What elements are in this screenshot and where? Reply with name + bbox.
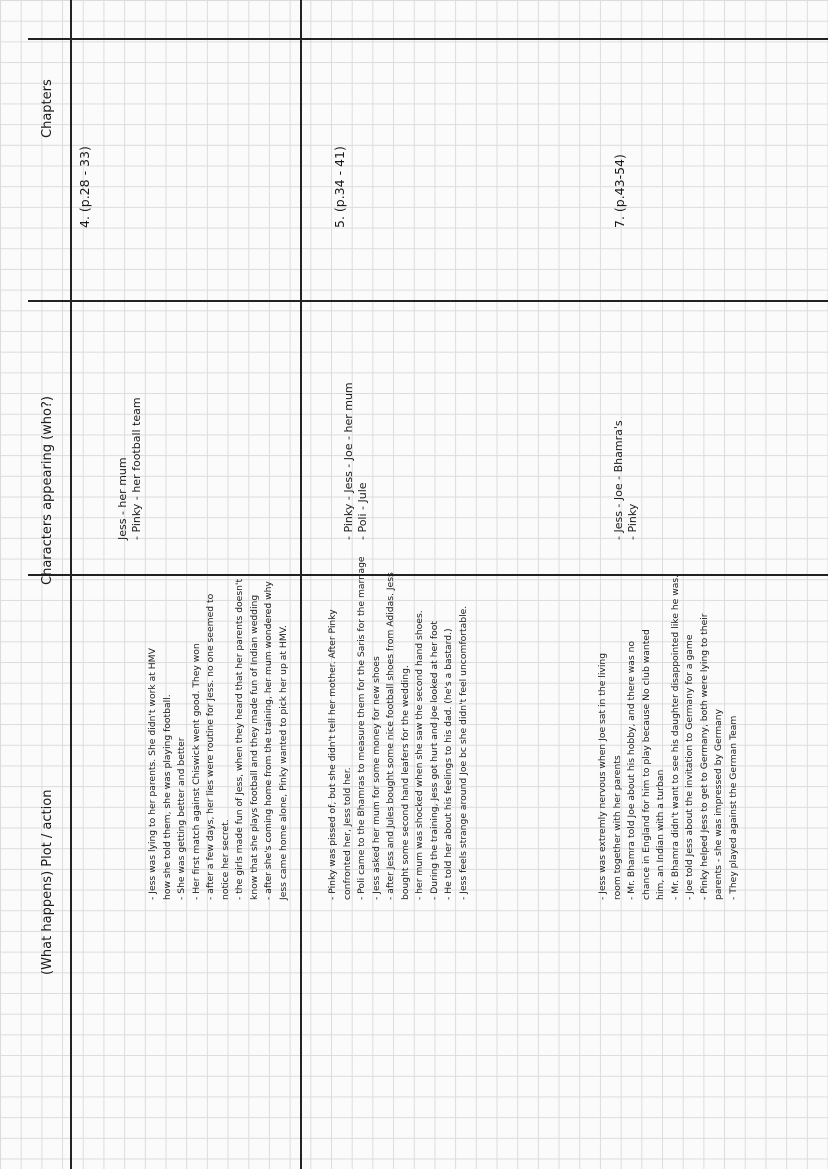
list-item: - Jess was lying to her parents. She didn't work at HMV bbox=[147, 648, 158, 900]
list-item: - Jess was extremly nervous when Joe sat in the living bbox=[597, 652, 608, 900]
characters-list bbox=[342, 382, 370, 540]
column-divider-1 bbox=[70, 0, 72, 1169]
header-chapters: Chapters bbox=[40, 79, 55, 138]
list-item: - Pinky was pissed of, but she didn't tell her mother. After Pinky bbox=[327, 609, 338, 900]
list-item: how she told them, she was playing football. bbox=[161, 694, 173, 900]
list-item: - Jess feels strange around Joe bc she didn't feel uncomfortable. bbox=[457, 605, 469, 900]
list-item: - During the training, Jess got hurt and Joe looked at her foot bbox=[428, 621, 440, 900]
list-item: - Pinky - her football team bbox=[130, 397, 143, 540]
list-item: - the girls made fun of Jess, when they heard that her parents doesn't bbox=[234, 578, 245, 900]
header-plot: (What happens) Plot / action bbox=[40, 789, 55, 975]
plot-list bbox=[596, 575, 741, 900]
list-item: - Mr. Bhamra didn't want to see his daughter disappointed like he was. bbox=[669, 574, 681, 900]
list-item: - Pinky helped Jess to get to Germany, both were lying to their bbox=[698, 613, 710, 900]
characters-list bbox=[116, 397, 144, 540]
list-item: - after a few days, her lies were routine for Jess. no one seemed to bbox=[205, 593, 216, 900]
chapter-label: 5. (p.34 - 41) bbox=[332, 146, 347, 228]
header-characters: Characters appearing (who?) bbox=[40, 396, 55, 585]
chapter-label: 4. (p.28 - 33) bbox=[77, 146, 92, 228]
row-divider-1 bbox=[28, 300, 828, 302]
list-item: - her mum was shocked when she saw the second hand shoes. bbox=[414, 610, 425, 900]
list-item: - She was getting better and better bbox=[176, 737, 187, 900]
list-item: - Jess asked her mum for some money for new shoes bbox=[370, 656, 382, 900]
list-item: - Jess - Joe - Bhamra's bbox=[612, 420, 625, 540]
list-item: - Joe told Jess about the invitation to Germany for a game bbox=[684, 634, 695, 900]
list-item: - He told her about his feelings to his dad. (he's a bastard.) bbox=[443, 628, 454, 900]
list-item: - after she's coming home from the training, her mum wondered why bbox=[263, 581, 274, 900]
column-divider-2 bbox=[300, 0, 302, 1169]
list-item: parents - she was impressed by Germany bbox=[713, 708, 724, 900]
list-item: notice her secret. bbox=[219, 819, 231, 900]
list-item: confronted her, Jess told her. bbox=[341, 767, 353, 900]
list-item: - Poli came to the Bhamras to measure them for the Saris for the marriage bbox=[356, 556, 367, 900]
list-item: - after Jess and Jules bought some nice football shoes from Adidas. Jess bbox=[385, 572, 396, 900]
list-item: - They played against the German Team bbox=[727, 715, 739, 900]
list-item: know that she plays football and they made fun of Indian wedding bbox=[248, 594, 260, 900]
list-item: - Poli - Jule bbox=[356, 482, 369, 540]
list-item: Jess - her mum bbox=[116, 457, 129, 540]
list-item: - Pinky bbox=[626, 503, 639, 540]
header-row-divider bbox=[28, 38, 828, 40]
list-item: room together with her parents bbox=[611, 755, 623, 900]
chapter-label: 7. (p.43-54) bbox=[612, 154, 627, 228]
list-item: bought some second hand leafers for the wedding. bbox=[399, 665, 411, 900]
plot-list bbox=[326, 556, 471, 900]
list-item: him, an Indian with a turban bbox=[655, 769, 666, 900]
list-item: - Pinky - Jess - Joe - her mum bbox=[342, 382, 355, 540]
list-item: Jess came home alone, Pinky wanted to pick her up at HMV. bbox=[277, 625, 289, 900]
list-item: - Mr. Bhamra told Joe about his hobby, and there was no bbox=[626, 640, 637, 900]
characters-list bbox=[612, 420, 640, 540]
plot-list bbox=[146, 579, 291, 900]
list-item: chance in England for him to play because No club wanted bbox=[640, 629, 652, 900]
list-item: - Her first match against Chiswick went good. They won bbox=[190, 643, 202, 900]
